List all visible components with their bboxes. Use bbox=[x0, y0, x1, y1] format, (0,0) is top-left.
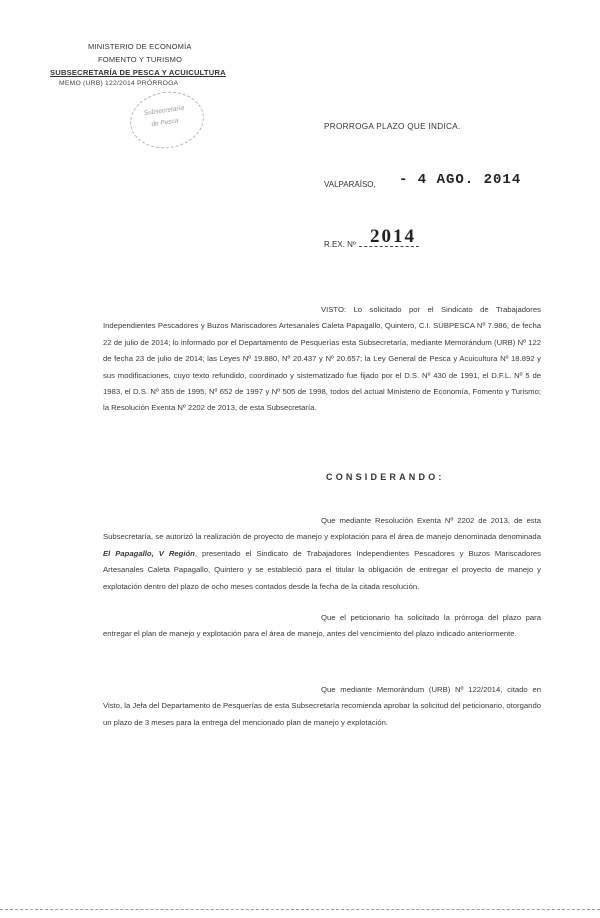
considerando-heading: CONSIDERANDO: bbox=[326, 472, 445, 482]
subsecretaria-name: SUBSECRETARÍA DE PESCA Y ACUICULTURA bbox=[50, 68, 226, 77]
visto-text: VISTO: Lo solicitado por el Sindicato de Trabajadores Independientes Pescadores y Buzos Mariscadores Artesanales Caleta Papagallo, Quintero, C.I. SUBPESCA Nº 7.986, de fecha 22 de julio de 2014; lo informado por el Departamento de Pesquerías esta Subsecretaría, mediante Memorándum (URB) Nº 122 de fecha 23 de julio de 2014; las Leyes Nº 19.880, Nº 20.437 y Nº 20.657; la Ley General de Pesca y Acuicultura Nº 18.892 y sus modificaciones, cuyo texto refundido, coordinado y sistematizado fue fijado por el D.S. Nº 430 de 1991, el D.F.L. Nº 5 de 1983, el D.S. Nº 355 de 1995, Nº 652 de 1997 y Nº 505 de 1998, todos del actual Ministerio de Economía, Fomento y Turismo; la Resolución Exenta Nº 2202 de 2013, de esta Subsecretaría. bbox=[103, 305, 541, 413]
rex-number: 2014 bbox=[370, 226, 416, 247]
p1-text-c: , presentado el Sindicato de Trabajadores Independientes Pescadores y Buzos Mariscadores Artesanales Caleta Papagallo, Quintero y se estableció para el titular la obligación de entregar el proyecto de manejo y explotación dentro del plazo de ocho meses contados desde la fecha de la citada resolución. bbox=[103, 548, 541, 591]
p2-text: Que el peticionario ha solicitado la prórroga del plazo para entregar el plan de manejo y explotación para el área de manejo, antes del vencimiento del plazo indicado anteriormente. bbox=[103, 613, 541, 639]
ministry-subtitle: FOMENTO Y TURISMO bbox=[98, 55, 183, 64]
place-label: VALPARAÍSO, bbox=[324, 180, 376, 189]
stamp-text-1: Subsecretaría bbox=[143, 104, 185, 118]
considerando-paragraph-1 bbox=[103, 513, 541, 595]
rex-label: R.EX. Nº bbox=[324, 240, 356, 249]
document-title: PRORROGA PLAZO QUE INDICA. bbox=[324, 122, 461, 131]
considerando-paragraph-3 bbox=[103, 682, 541, 731]
date-stamp: - 4 AGO. 2014 bbox=[399, 172, 522, 188]
p3-text: Que mediante Memorándum (URB) Nº 122/2014, citado en Visto, la Jefa del Departamento de Pesquerías de esta Subsecretaría recomienda aprobar la solicitud del peticionario, otorgando un plazo de 3 meses para la entrega del mencionado plan de manejo y explotación. bbox=[103, 685, 541, 727]
visto-paragraph bbox=[103, 302, 541, 417]
p1-text-a: Que mediante Resolución Exenta Nº 2202 de 2013, de esta Subsecretaría, se autorizó la realización de proyecto de manejo y explotación para el área de manejo denominada denominada bbox=[103, 516, 541, 542]
office-stamp bbox=[126, 87, 207, 153]
memo-reference: MEMO (URB) 122/2014 PRÓRROGA bbox=[59, 80, 179, 87]
stamp-text-2: de Pesca bbox=[151, 117, 179, 129]
ministry-name: MINISTERIO DE ECONOMÍA bbox=[88, 42, 192, 51]
considerando-paragraph-2 bbox=[103, 610, 541, 643]
scan-edge-line bbox=[0, 909, 600, 910]
p1-area-name: El Papagallo, V Región bbox=[103, 548, 195, 558]
